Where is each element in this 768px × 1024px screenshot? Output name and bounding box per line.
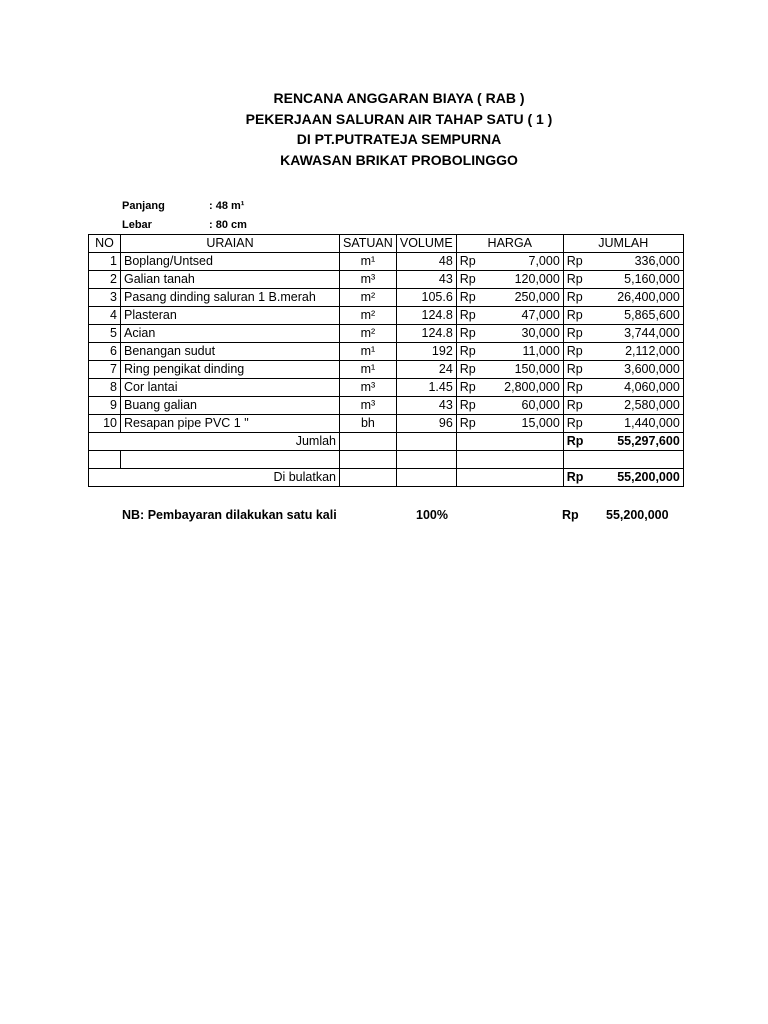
row-no: 2 [89, 271, 121, 289]
row-satuan: m² [340, 307, 397, 325]
row-uraian: Galian tanah [121, 271, 340, 289]
rab-table [88, 234, 684, 487]
row-uraian: Boplang/Untsed [121, 253, 340, 271]
row-no: 5 [89, 325, 121, 343]
rounded-value: 55,200,000 [595, 469, 683, 487]
row-jumlah-rp: Rp [563, 379, 595, 397]
row-harga: 11,000 [488, 343, 563, 361]
row-satuan: m¹ [340, 343, 397, 361]
note-text: NB: Pembayaran dilakukan satu kali [122, 508, 337, 522]
row-no: 3 [89, 289, 121, 307]
row-no: 7 [89, 361, 121, 379]
lebar-value: : 80 cm [209, 219, 247, 231]
row-volume: 43 [396, 397, 456, 415]
rounded-label: Di bulatkan [89, 469, 340, 487]
row-jumlah: 26,400,000 [595, 289, 683, 307]
row-no: 6 [89, 343, 121, 361]
panjang-value: : 48 m¹ [209, 200, 245, 212]
table-row [89, 361, 684, 379]
header-uraian: URAIAN [121, 235, 340, 253]
table-row [89, 397, 684, 415]
row-jumlah-rp: Rp [563, 361, 595, 379]
empty-cell [396, 433, 456, 451]
row-harga-rp: Rp [456, 379, 488, 397]
empty-cell [456, 433, 563, 451]
row-satuan: m¹ [340, 253, 397, 271]
row-satuan: m² [340, 289, 397, 307]
empty-cell [340, 469, 397, 487]
row-satuan: m³ [340, 271, 397, 289]
row-no: 9 [89, 397, 121, 415]
header-volume: VOLUME [396, 235, 456, 253]
table-row [89, 289, 684, 307]
row-harga: 2,800,000 [488, 379, 563, 397]
note-rp: Rp [562, 508, 579, 522]
row-harga: 30,000 [488, 325, 563, 343]
total-value: 55,297,600 [595, 433, 683, 451]
note-value: 55,200,000 [606, 508, 669, 522]
document-title-block [0, 88, 768, 170]
row-volume: 24 [396, 361, 456, 379]
row-volume: 1.45 [396, 379, 456, 397]
rounded-row [89, 469, 684, 487]
row-jumlah-rp: Rp [563, 289, 595, 307]
total-row [89, 433, 684, 451]
row-volume: 124.8 [396, 307, 456, 325]
total-rp: Rp [563, 433, 595, 451]
table-row [89, 343, 684, 361]
empty-cell [396, 451, 456, 469]
row-uraian: Plasteran [121, 307, 340, 325]
row-volume: 192 [396, 343, 456, 361]
rounded-rp: Rp [563, 469, 595, 487]
row-jumlah-rp: Rp [563, 415, 595, 433]
table-row [89, 325, 684, 343]
header-jumlah: JUMLAH [563, 235, 683, 253]
row-uraian: Ring pengikat dinding [121, 361, 340, 379]
row-satuan: m² [340, 325, 397, 343]
total-label: Jumlah [89, 433, 340, 451]
row-uraian: Resapan pipe PVC 1 " [121, 415, 340, 433]
row-harga-rp: Rp [456, 397, 488, 415]
row-harga-rp: Rp [456, 307, 488, 325]
blank-row [89, 451, 684, 469]
row-jumlah: 1,440,000 [595, 415, 683, 433]
row-no: 1 [89, 253, 121, 271]
row-harga-rp: Rp [456, 289, 488, 307]
row-jumlah: 5,160,000 [595, 271, 683, 289]
row-jumlah-rp: Rp [563, 325, 595, 343]
row-harga: 250,000 [488, 289, 563, 307]
empty-cell [340, 451, 397, 469]
title-line-1: RENCANA ANGGARAN BIAYA ( RAB ) [273, 90, 525, 106]
title-line-4: KAWASAN BRIKAT PROBOLINGGO [280, 151, 518, 168]
table-header-row [89, 235, 684, 253]
table-row [89, 415, 684, 433]
header-harga: HARGA [456, 235, 563, 253]
row-uraian: Pasang dinding saluran 1 B.merah [121, 289, 340, 307]
row-harga: 150,000 [488, 361, 563, 379]
row-harga: 47,000 [488, 307, 563, 325]
panjang-label: Panjang [122, 200, 165, 212]
row-jumlah-rp: Rp [563, 343, 595, 361]
row-volume: 48 [396, 253, 456, 271]
row-jumlah-rp: Rp [563, 271, 595, 289]
row-jumlah: 3,600,000 [595, 361, 683, 379]
row-satuan: m³ [340, 379, 397, 397]
row-volume: 105.6 [396, 289, 456, 307]
table-row [89, 379, 684, 397]
row-harga: 15,000 [488, 415, 563, 433]
row-jumlah: 4,060,000 [595, 379, 683, 397]
row-satuan: bh [340, 415, 397, 433]
row-volume: 124.8 [396, 325, 456, 343]
note-percent: 100% [416, 508, 448, 522]
row-volume: 96 [396, 415, 456, 433]
row-uraian: Cor lantai [121, 379, 340, 397]
row-jumlah: 336,000 [595, 253, 683, 271]
header-no: NO [89, 235, 121, 253]
table-row [89, 271, 684, 289]
row-jumlah: 2,580,000 [595, 397, 683, 415]
row-satuan: m³ [340, 397, 397, 415]
title-line-3: DI PT.PUTRATEJA SEMPURNA [296, 131, 502, 147]
table-body [89, 253, 684, 433]
row-jumlah: 3,744,000 [595, 325, 683, 343]
empty-cell [563, 451, 683, 469]
row-no: 10 [89, 415, 121, 433]
row-uraian: Acian [121, 325, 340, 343]
row-harga: 7,000 [488, 253, 563, 271]
row-no: 8 [89, 379, 121, 397]
row-jumlah: 5,865,600 [595, 307, 683, 325]
row-volume: 43 [396, 271, 456, 289]
row-jumlah-rp: Rp [563, 307, 595, 325]
row-harga-rp: Rp [456, 361, 488, 379]
row-uraian: Benangan sudut [121, 343, 340, 361]
empty-cell [121, 451, 340, 469]
row-harga: 60,000 [488, 397, 563, 415]
row-harga-rp: Rp [456, 325, 488, 343]
lebar-label: Lebar [122, 219, 152, 231]
empty-cell [456, 451, 563, 469]
row-uraian: Buang galian [121, 397, 340, 415]
table-row [89, 307, 684, 325]
empty-cell [89, 451, 121, 469]
row-harga-rp: Rp [456, 415, 488, 433]
row-jumlah-rp: Rp [563, 397, 595, 415]
row-harga-rp: Rp [456, 343, 488, 361]
row-harga-rp: Rp [456, 271, 488, 289]
empty-cell [396, 469, 456, 487]
row-jumlah: 2,112,000 [595, 343, 683, 361]
row-harga-rp: Rp [456, 253, 488, 271]
title-line-2: PEKERJAAN SALURAN AIR TAHAP SATU ( 1 ) [245, 110, 553, 127]
header-satuan: SATUAN [340, 235, 397, 253]
row-harga: 120,000 [488, 271, 563, 289]
empty-cell [340, 433, 397, 451]
empty-cell [456, 469, 563, 487]
row-jumlah-rp: Rp [563, 253, 595, 271]
table-row [89, 253, 684, 271]
row-no: 4 [89, 307, 121, 325]
row-satuan: m¹ [340, 361, 397, 379]
